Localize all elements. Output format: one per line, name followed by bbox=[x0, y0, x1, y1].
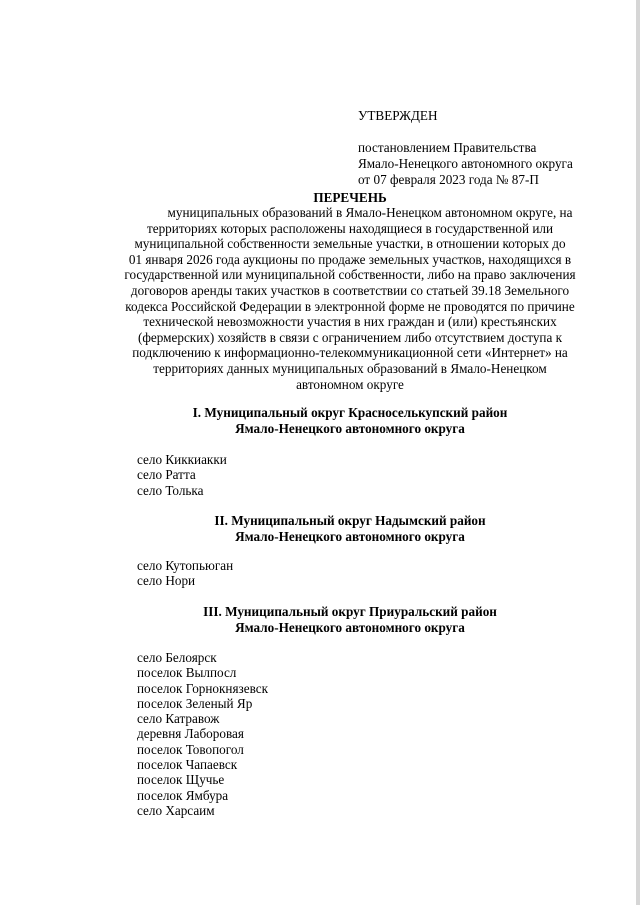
intro-line: договоров аренды таких участков в соответствии со статьей 39.18 Земельного bbox=[130, 282, 570, 298]
list-item: село Нори bbox=[137, 573, 196, 589]
intro-line: подключению к информационно-телекоммуникационной сети «Интернет» на bbox=[132, 345, 568, 361]
section-heading-line: Ямало-Ненецкого автономного округа bbox=[235, 619, 465, 635]
section-heading-line: Ямало-Ненецкого автономного округа bbox=[235, 420, 465, 436]
section-heading-line: II. Муниципальный округ Надымский район bbox=[214, 513, 486, 528]
approval-line: постановлением Правительства bbox=[358, 140, 537, 155]
intro-line: государственной или муниципальной собственности, либо на право заключения bbox=[124, 267, 576, 283]
section-heading-line: III. Муниципальный округ Приуральский район bbox=[203, 604, 497, 619]
intro-line: территориях данных муниципальных образований в Ямало-Ненецком bbox=[153, 360, 547, 376]
section-heading-line: I. Муниципальный округ Красноселькупский район bbox=[192, 405, 508, 420]
list-item: село Белоярск bbox=[137, 650, 217, 665]
intro-line: (фермерских) хозяйств в связи с ограничением либо отсутствием доступа к bbox=[137, 329, 563, 345]
list-item: село Катравож bbox=[137, 711, 220, 727]
approval-line: от 07 февраля 2023 года № 87-П bbox=[358, 172, 539, 187]
section-heading-1 bbox=[90, 405, 610, 436]
document-intro bbox=[90, 205, 610, 392]
list-item: село Толька bbox=[137, 482, 204, 498]
list-item: поселок Горнокнязевск bbox=[137, 680, 269, 696]
list-item: поселок Товопогол bbox=[137, 741, 244, 757]
list-item: поселок Вылпосл bbox=[137, 665, 237, 681]
list-item: поселок Ямбура bbox=[137, 787, 229, 803]
settlement-list-1 bbox=[137, 452, 537, 498]
list-item: поселок Щучье bbox=[137, 772, 225, 788]
list-item: деревня Лаборовая bbox=[137, 726, 244, 742]
approval-line: Ямало-Ненецкого автономного округа bbox=[358, 156, 573, 171]
document-title bbox=[90, 190, 610, 206]
list-item: село Кутопьюган bbox=[137, 558, 234, 573]
list-item: село Харсаим bbox=[137, 802, 215, 818]
intro-line: технической невозможности участия в них граждан и (или) крестьянских bbox=[143, 314, 557, 330]
intro-line: муниципальной собственности земельные участки, в отношении которых до bbox=[134, 236, 566, 252]
section-heading-2 bbox=[90, 513, 610, 544]
intro-line: территориях которых расположены находящиеся в государственной или bbox=[146, 220, 554, 236]
page-edge bbox=[636, 0, 640, 905]
intro-line: кодекса Российской Федерации в электронной форме не проводятся по причине bbox=[125, 298, 575, 314]
intro-line: муниципальных образований в Ямало-Ненецком автономном округе, на bbox=[167, 205, 573, 220]
section-heading-3 bbox=[90, 604, 610, 635]
settlement-list-3 bbox=[137, 650, 537, 818]
list-item: село Ратта bbox=[137, 467, 196, 483]
intro-line: 01 января 2026 года аукционы по продаже земельных участков, находящихся в bbox=[128, 251, 572, 267]
list-item: поселок Зеленый Яр bbox=[137, 695, 253, 711]
intro-line: автономном округе bbox=[296, 376, 404, 392]
settlement-list-2 bbox=[137, 558, 537, 589]
list-item: поселок Чапаевск bbox=[137, 757, 238, 773]
approval-block bbox=[358, 108, 628, 188]
section-heading-line: Ямало-Ненецкого автономного округа bbox=[235, 528, 465, 544]
list-item: село Киккиакки bbox=[137, 452, 227, 467]
approval-title: УТВЕРЖДЕН bbox=[358, 108, 438, 123]
document-title-text: ПЕРЕЧЕНЬ bbox=[313, 190, 387, 205]
